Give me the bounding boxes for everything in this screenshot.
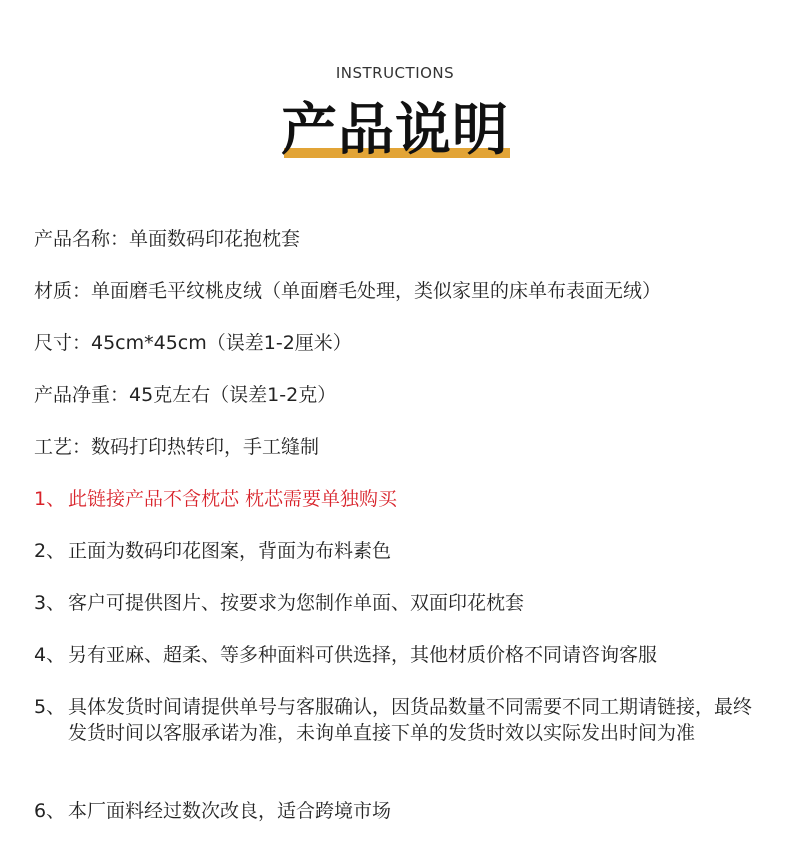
spec-material: 材质：单面磨毛平纹桃皮绒（单面磨毛处理，类似家里的床单布表面无绒） [34, 280, 662, 302]
note-text: 客户可提供图片、按要求为您制作单面、双面印花枕套 [68, 592, 525, 614]
note-text: 正面为数码印花图案，背面为布料素色 [68, 540, 392, 562]
note-item [34, 798, 764, 824]
note-number: 4、 [34, 644, 66, 666]
note-number: 3、 [34, 592, 66, 614]
note-number: 5、 [34, 696, 66, 718]
note-item [34, 486, 764, 512]
note-text: 本厂面料经过数次改良，适合跨境市场 [68, 800, 392, 822]
note-item [34, 590, 764, 616]
spec-craft: 工艺：数码打印热转印，手工缝制 [34, 436, 320, 458]
section-eyebrow: INSTRUCTIONS [335, 64, 455, 82]
spec-product-name: 产品名称：单面数码印花抱枕套 [34, 228, 301, 250]
note-text: 此链接产品不含枕芯 枕芯需要单独购买 [68, 488, 398, 510]
note-item [34, 694, 764, 746]
spec-size: 尺寸：45cm*45cm（误差1-2厘米） [34, 332, 352, 354]
note-item [34, 538, 764, 564]
note-number: 6、 [34, 800, 66, 822]
title-block [0, 96, 790, 176]
page-title: 产品说明 [281, 98, 509, 163]
spec-net-weight: 产品净重：45克左右（误差1-2克） [34, 384, 337, 406]
note-number: 1、 [34, 488, 66, 510]
note-text: 另有亚麻、超柔、等多种面料可供选择，其他材质价格不同请咨询客服 [68, 644, 658, 666]
note-item [34, 642, 764, 668]
note-text: 具体发货时间请提供单号与客服确认，因货品数量不同需要不同工期请链接，最终发货时间以客服承诺为准，未询单直接下单的发货时效以实际发出时间为准 [68, 696, 753, 744]
note-number: 2、 [34, 540, 66, 562]
